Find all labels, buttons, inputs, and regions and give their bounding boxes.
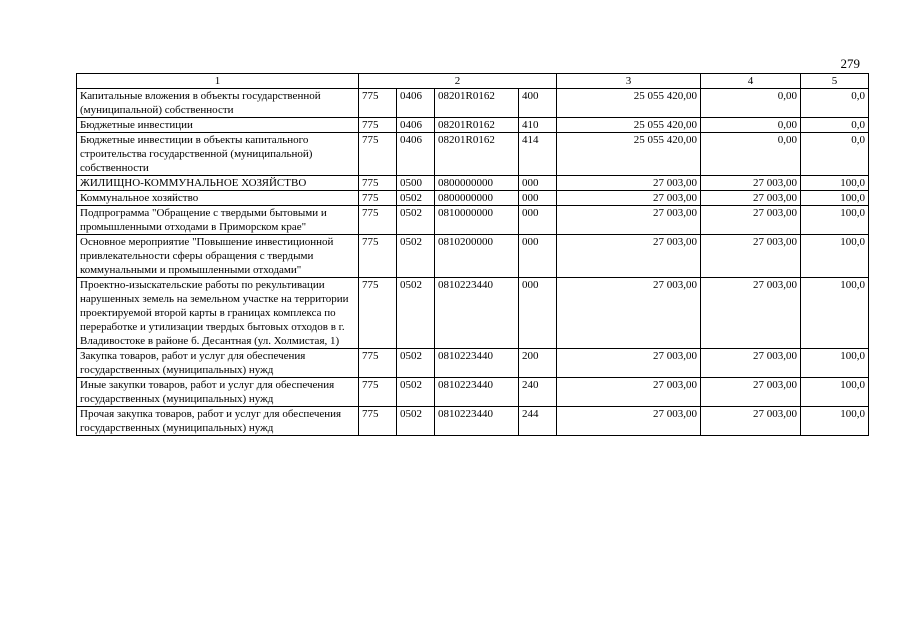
row-value-3-cell: 27 003,00 — [557, 349, 701, 378]
header-col-2: 2 — [359, 74, 557, 89]
row-value-5-cell: 0,0 — [801, 133, 869, 176]
row-code-target-cell: 0810223440 — [435, 278, 519, 349]
row-name-cell: Закупка товаров, работ и услуг для обеспечения государственных (муниципальных) нужд — [77, 349, 359, 378]
row-code-admin-cell: 775 — [359, 235, 397, 278]
row-code-target-cell: 0810223440 — [435, 378, 519, 407]
table-row — [77, 407, 869, 436]
row-value-4-cell: 0,00 — [701, 133, 801, 176]
row-value-4-cell: 27 003,00 — [701, 235, 801, 278]
row-code-target-cell: 0800000000 — [435, 176, 519, 191]
table-row — [77, 349, 869, 378]
row-value-4-cell: 27 003,00 — [701, 407, 801, 436]
row-code-target-cell: 08201R0162 — [435, 118, 519, 133]
row-value-3-cell: 25 055 420,00 — [557, 89, 701, 118]
row-name-cell: Проектно-изыскательские работы по рекультивации нарушенных земель на земельном участке на территории проектируемой второй карты в границах комплекса по переработке и утилизации твердых бытовых отходов в г. Владивостоке в районе б. Десантная (ул. Холмистая, 1) — [77, 278, 359, 349]
row-code-type-cell: 000 — [519, 191, 557, 206]
row-value-3-cell: 27 003,00 — [557, 278, 701, 349]
row-code-target-cell: 0800000000 — [435, 191, 519, 206]
row-code-type-cell: 400 — [519, 89, 557, 118]
row-value-3-cell: 27 003,00 — [557, 191, 701, 206]
row-value-4-cell: 27 003,00 — [701, 206, 801, 235]
row-code-section-cell: 0502 — [397, 206, 435, 235]
row-value-5-cell: 100,0 — [801, 206, 869, 235]
table-row — [77, 278, 869, 349]
row-code-target-cell: 08201R0162 — [435, 133, 519, 176]
header-col-3: 3 — [557, 74, 701, 89]
row-value-4-cell: 27 003,00 — [701, 176, 801, 191]
header-col-5: 5 — [801, 74, 869, 89]
row-code-type-cell: 000 — [519, 206, 557, 235]
table-row — [77, 118, 869, 133]
row-code-admin-cell: 775 — [359, 378, 397, 407]
row-value-3-cell: 27 003,00 — [557, 176, 701, 191]
row-value-5-cell: 100,0 — [801, 235, 869, 278]
row-name-cell: Бюджетные инвестиции — [77, 118, 359, 133]
row-code-admin-cell: 775 — [359, 89, 397, 118]
row-code-admin-cell: 775 — [359, 133, 397, 176]
row-code-admin-cell: 775 — [359, 118, 397, 133]
row-code-target-cell: 0810000000 — [435, 206, 519, 235]
header-col-1: 1 — [77, 74, 359, 89]
row-value-3-cell: 27 003,00 — [557, 378, 701, 407]
row-value-5-cell: 100,0 — [801, 378, 869, 407]
table-row — [77, 133, 869, 176]
table-row — [77, 191, 869, 206]
row-value-5-cell: 100,0 — [801, 407, 869, 436]
row-code-type-cell: 000 — [519, 176, 557, 191]
budget-table — [76, 73, 869, 436]
row-code-section-cell: 0502 — [397, 191, 435, 206]
row-value-4-cell: 27 003,00 — [701, 349, 801, 378]
row-value-4-cell: 27 003,00 — [701, 278, 801, 349]
table-row — [77, 378, 869, 407]
row-value-3-cell: 27 003,00 — [557, 235, 701, 278]
table-body — [77, 89, 869, 436]
row-name-cell: ЖИЛИЩНО-КОММУНАЛЬНОЕ ХОЗЯЙСТВО — [77, 176, 359, 191]
row-value-3-cell: 27 003,00 — [557, 407, 701, 436]
row-code-admin-cell: 775 — [359, 206, 397, 235]
row-code-section-cell: 0406 — [397, 89, 435, 118]
row-code-type-cell: 200 — [519, 349, 557, 378]
row-value-3-cell: 25 055 420,00 — [557, 133, 701, 176]
row-code-type-cell: 414 — [519, 133, 557, 176]
row-name-cell: Иные закупки товаров, работ и услуг для обеспечения государственных (муниципальных) нужд — [77, 378, 359, 407]
page-number: 279 — [840, 56, 860, 71]
row-code-target-cell: 0810223440 — [435, 407, 519, 436]
row-code-type-cell: 410 — [519, 118, 557, 133]
row-name-cell: Капитальные вложения в объекты государственной (муниципальной) собственности — [77, 89, 359, 118]
row-name-cell: Прочая закупка товаров, работ и услуг для обеспечения государственных (муниципальных) нужд — [77, 407, 359, 436]
row-code-target-cell: 08201R0162 — [435, 89, 519, 118]
row-name-cell: Бюджетные инвестиции в объекты капитального строительства государственной (муниципальной) собственности — [77, 133, 359, 176]
row-value-3-cell: 27 003,00 — [557, 206, 701, 235]
row-code-admin-cell: 775 — [359, 407, 397, 436]
row-code-admin-cell: 775 — [359, 278, 397, 349]
row-code-target-cell: 0810200000 — [435, 235, 519, 278]
row-code-section-cell: 0500 — [397, 176, 435, 191]
row-code-section-cell: 0406 — [397, 133, 435, 176]
row-value-3-cell: 25 055 420,00 — [557, 118, 701, 133]
row-code-type-cell: 244 — [519, 407, 557, 436]
row-code-type-cell: 000 — [519, 278, 557, 349]
row-code-section-cell: 0502 — [397, 407, 435, 436]
table-row — [77, 176, 869, 191]
row-value-4-cell: 0,00 — [701, 118, 801, 133]
row-value-5-cell: 0,0 — [801, 89, 869, 118]
row-code-type-cell: 000 — [519, 235, 557, 278]
row-code-admin-cell: 775 — [359, 191, 397, 206]
row-code-section-cell: 0406 — [397, 118, 435, 133]
table-row — [77, 206, 869, 235]
row-value-5-cell: 100,0 — [801, 176, 869, 191]
row-code-section-cell: 0502 — [397, 349, 435, 378]
row-value-5-cell: 100,0 — [801, 278, 869, 349]
row-value-4-cell: 27 003,00 — [701, 378, 801, 407]
row-name-cell: Коммунальное хозяйство — [77, 191, 359, 206]
header-col-4: 4 — [701, 74, 801, 89]
row-code-section-cell: 0502 — [397, 235, 435, 278]
row-code-section-cell: 0502 — [397, 378, 435, 407]
table-row — [77, 235, 869, 278]
table-row — [77, 89, 869, 118]
row-code-section-cell: 0502 — [397, 278, 435, 349]
row-name-cell: Основное мероприятие "Повышение инвестиционной привлекательности сферы обращения с твердыми коммунальными и промышленными отходами" — [77, 235, 359, 278]
row-value-5-cell: 100,0 — [801, 349, 869, 378]
row-value-5-cell: 100,0 — [801, 191, 869, 206]
row-code-admin-cell: 775 — [359, 349, 397, 378]
row-code-admin-cell: 775 — [359, 176, 397, 191]
row-value-4-cell: 0,00 — [701, 89, 801, 118]
row-code-type-cell: 240 — [519, 378, 557, 407]
row-value-5-cell: 0,0 — [801, 118, 869, 133]
header-row — [77, 74, 869, 89]
row-code-target-cell: 0810223440 — [435, 349, 519, 378]
row-name-cell: Подпрограмма "Обращение с твердыми бытовыми и промышленными отходами в Приморском крае" — [77, 206, 359, 235]
row-value-4-cell: 27 003,00 — [701, 191, 801, 206]
